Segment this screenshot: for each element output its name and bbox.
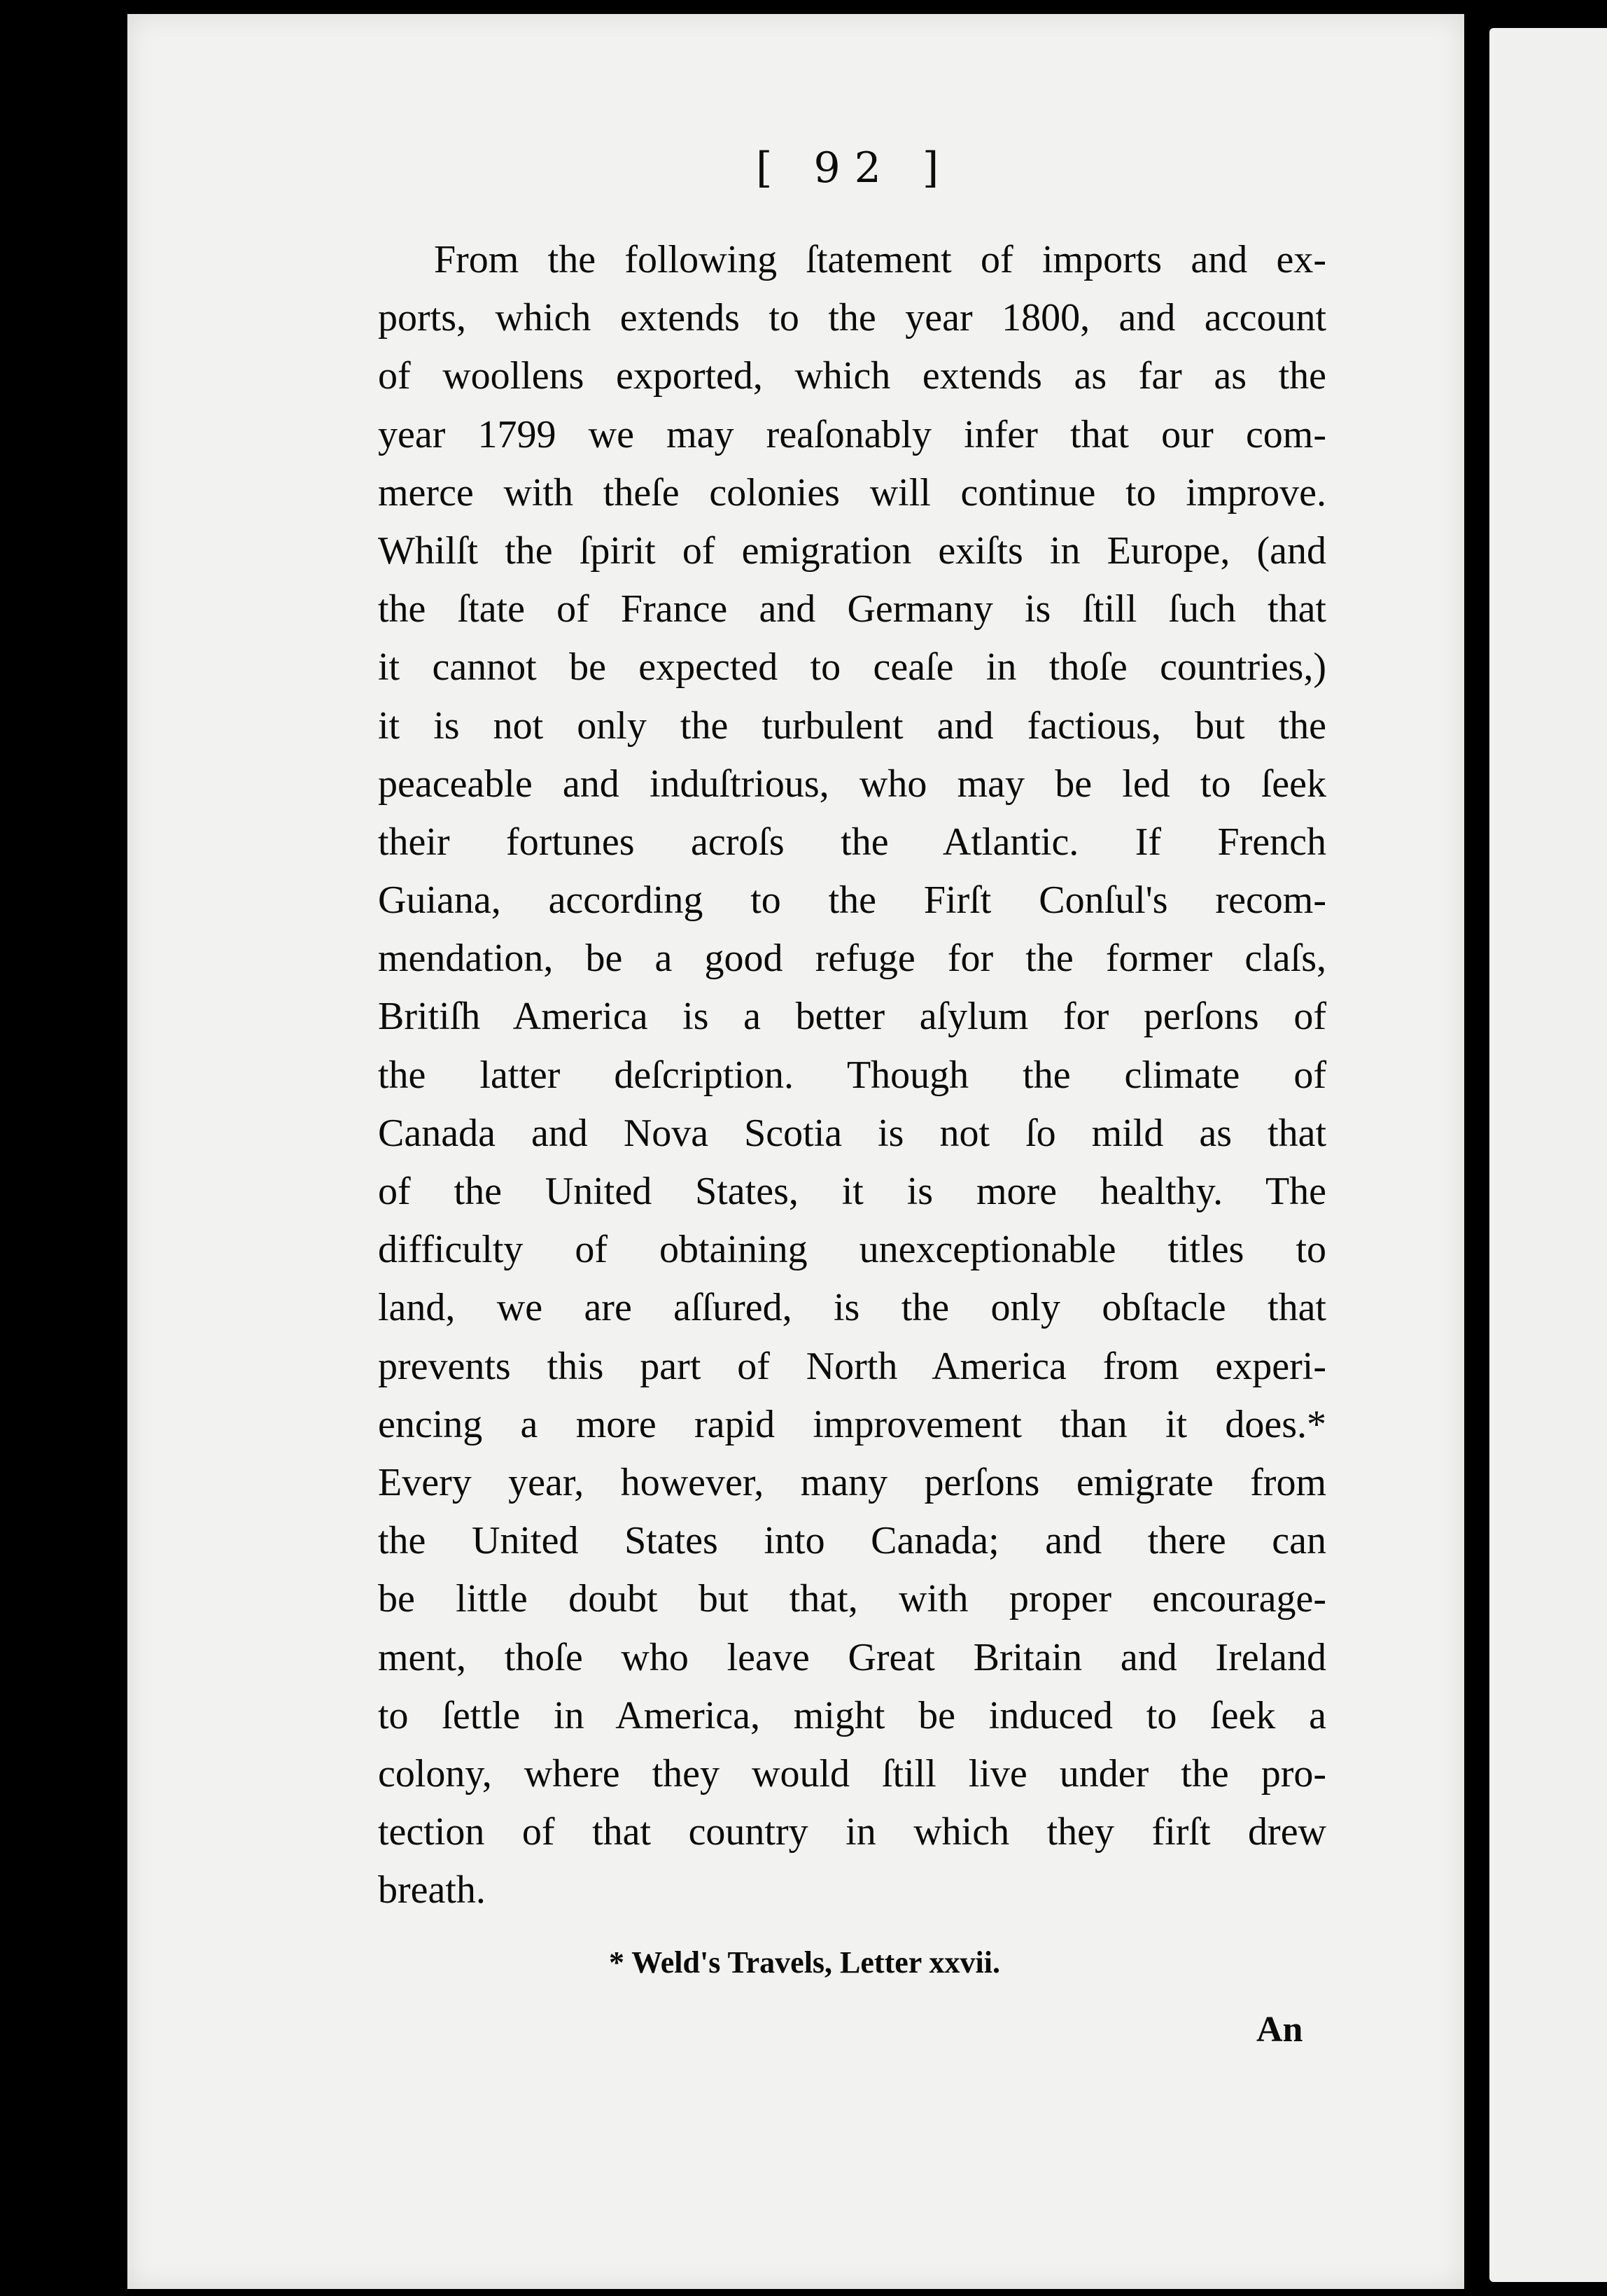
text-line: the ſtate of France and Germany is ſtill ſuch that	[378, 587, 1326, 631]
adjacent-page-edge	[1489, 28, 1607, 2282]
text-line: From the following ſtatement of imports and ex-	[434, 238, 1326, 281]
text-line: Britiſh America is a better aſylum for perſons of	[378, 995, 1326, 1039]
text-line: it is not only the turbulent and factious, but the	[378, 704, 1326, 748]
text-line: Whilſt the ſpirit of emigration exiſts in Europe, (and	[378, 528, 1326, 573]
text-line: difficulty of obtaining unexceptionable titles to	[378, 1228, 1326, 1272]
text-line: ment, thoſe who leave Great Britain and Ireland	[378, 1635, 1326, 1679]
text-line: mendation, be a good refuge for the former claſs,	[378, 937, 1326, 981]
text-line: of woollens exported, which extends as far as the	[378, 354, 1326, 398]
text-line: of the United States, it is more healthy. The	[378, 1170, 1326, 1213]
text-line: it cannot be expected to ceaſe in thoſe countries,)	[378, 645, 1326, 690]
text-line: merce with theſe colonies will continue to improve.	[378, 470, 1326, 514]
text-line: the latter deſcription. Though the climate of	[378, 1053, 1326, 1097]
text-line: their fortunes acroſs the Atlantic. If French	[378, 820, 1326, 864]
text-line: Guiana, according to the Firſt Conſul's recom-	[378, 878, 1326, 923]
text-line: Canada and Nova Scotia is not ſo mild as that	[378, 1111, 1326, 1155]
text-line: encing a more rapid improvement than it does.*	[378, 1402, 1326, 1446]
footnote: * Weld's Travels, Letter xxvii.	[609, 1945, 1000, 1980]
text-line: to ſettle in America, might be induced to ſeek a	[378, 1693, 1326, 1737]
text-line: ports, which extends to the year 1800, and account	[378, 296, 1326, 340]
text-line: prevents this part of North America from experi-	[378, 1344, 1326, 1388]
text-line: Every year, however, many perſons emigrate from	[378, 1460, 1326, 1504]
text-line: the United States into Canada; and there can	[378, 1519, 1326, 1563]
text-line: peaceable and induſtrious, who may be led to ſeek	[378, 762, 1326, 806]
text-line: be little doubt but that, with proper encourage-	[378, 1577, 1326, 1621]
text-line: colony, where they would ſtill live under the pro-	[378, 1751, 1326, 1795]
text-line: tection of that country in which they firſt drew	[378, 1810, 1326, 1854]
catchword: An	[1256, 2010, 1303, 2050]
text-line: year 1799 we may reaſonably infer that our com-	[378, 412, 1326, 456]
text-line: breath.	[378, 1868, 486, 1912]
text-line: land, we are aſſured, is the only obſtacle that	[378, 1286, 1326, 1330]
body-paragraph	[378, 231, 1326, 1919]
page-number: [ 92 ]	[756, 144, 953, 192]
page-gutter	[1477, 0, 1489, 2296]
